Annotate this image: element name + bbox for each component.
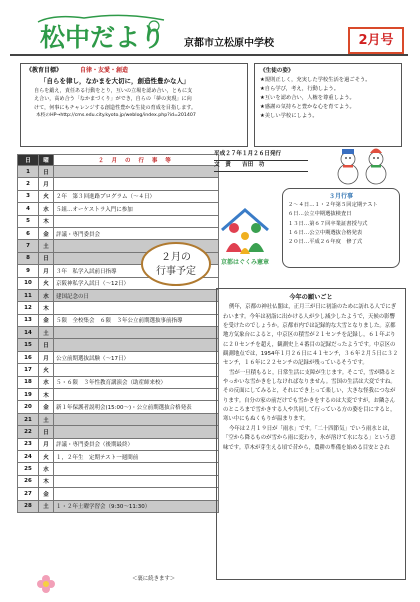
weekday-cell: 日: [39, 339, 54, 351]
event-cell: [54, 488, 219, 500]
weekday-cell: 木: [39, 215, 54, 227]
weekday-cell: 金: [39, 227, 54, 239]
masthead-title: 松中だより: [40, 23, 166, 52]
day-cell: 8: [18, 252, 39, 264]
school-name: 京都市立松原中学校: [184, 38, 274, 49]
event-cell: [54, 302, 219, 314]
day-cell: 19: [18, 389, 39, 401]
event-cell: [54, 215, 219, 227]
goals-line: 自らを鍛え，責任ある行動をとり，互いの立場を認め合い，ともに支: [34, 87, 193, 94]
schedule-row: [18, 178, 219, 190]
weekday-cell: 水: [39, 376, 54, 388]
article-paragraph: 雪が一旦積もると，日常生活に支障が生じます。そこで，雪が降るとやっかいな雪かきをしなければなりません。雪国の生活は大変ですね。その反面にしてみると，それにでき上って楽しい，大きな怪我につながります。自分の家の前だけでも雪かきをするのは大変ですが，お隣さんのところまで雪かきする人や共同して行っている方の姿を目にすると，寒い中にもぬくもりが温まります。: [223, 369, 396, 423]
day-cell: 2: [18, 178, 39, 190]
schedule-row: [18, 166, 219, 178]
march-item: ２０日…平成２６年度 修了式: [288, 239, 363, 246]
event-cell: ５組…オーケストラ入門に参加: [54, 203, 219, 215]
day-cell: 9: [18, 265, 39, 277]
weekday-cell: 月: [39, 438, 54, 450]
masthead-logo: [34, 12, 168, 54]
day-cell: 15: [18, 339, 39, 351]
day-cell: 1: [18, 166, 39, 178]
event-cell: [54, 178, 219, 190]
day-cell: 10: [18, 277, 39, 289]
day-cell: 28: [18, 500, 39, 512]
weekday-cell: 金: [39, 488, 54, 500]
day-cell: 24: [18, 450, 39, 462]
schedule-row: [18, 438, 219, 450]
goals-title: 《教育目標》: [26, 67, 63, 74]
event-cell: [54, 475, 219, 487]
schedule-header-row: [18, 155, 219, 166]
article-paragraph: 今年は２月１９日が「雨水」です。「二十四節気」でいう雨水とは，「空から降るものが雪から雨に変わり，氷が溶けて水になる」という意味です。草木が芽生える頃で昔から，農耕の準備を始める目安とされ: [223, 425, 396, 451]
march-item: １６日…公立中期選抜合格発表: [288, 229, 363, 236]
march-events-box: [282, 188, 400, 268]
student-item: ★互いを認め合い，人権を尊重しよう。: [260, 95, 355, 102]
goals-subtitle: 自律・友愛・創造: [80, 67, 129, 74]
weekday-cell: 月: [39, 178, 54, 190]
event-cell: 京阪神私学入試日（～12日）: [54, 277, 219, 289]
schedule-row: [18, 475, 219, 487]
weekday-cell: 土: [39, 500, 54, 512]
march-item: １３日…第６７回卒業証書授与式: [288, 220, 368, 227]
weekday-cell: 土: [39, 413, 54, 425]
goals-motto: 「自らを律し，なかまを大切に，創造性豊かな人」: [40, 77, 190, 86]
article-title: 今年の願いごと: [289, 294, 333, 301]
weekday-cell: 月: [39, 351, 54, 363]
event-cell: 建国記念の日: [54, 289, 219, 301]
day-cell: 4: [18, 203, 39, 215]
schedule-row: [18, 227, 219, 239]
weekday-cell: 金: [39, 314, 54, 326]
education-goals-box: [20, 63, 248, 147]
day-cell: 12: [18, 302, 39, 314]
schedule-row: [18, 203, 219, 215]
schedule-row: [18, 190, 219, 202]
article-box: [216, 288, 406, 580]
weekday-cell: 火: [39, 364, 54, 376]
article-paragraph: 例年，京都の神社仏閣は，正月三が日に初詣のために訪れる人でにぎわいます。今年は初詣に出かける人が少し減少したようで，天候の影響を受けたのでしょうか。京都市内では記録的な大雪となりました。京都地方気象台によると，中京区の積雪が２１センチを記録し，６１年ぶりに２０センチを超え，観測史上４番目の記録だったようです。中京区の観測地点では，1954年１月２６日に４１センチ，３６年２月５日に３２センチ，１６年に２２センチの記録が残っているそうです。: [223, 304, 399, 367]
event-cell: [54, 339, 219, 351]
day-cell: 3: [18, 190, 39, 202]
weekday-cell: 木: [39, 475, 54, 487]
event-cell: ５・６限 ３年性教育講演会（助産師来校）: [54, 376, 219, 388]
badge-line-2: 行事予定: [156, 266, 196, 277]
student-item: ★美しい学校にしよう。: [260, 113, 318, 120]
weekday-column-header: 曜: [39, 155, 54, 166]
charter-logo-text: 京都はぐくみ憲章: [220, 259, 270, 266]
student-item: ★自ら学び，考え，行動しよう。: [260, 86, 340, 93]
weekday-cell: 木: [39, 302, 54, 314]
day-cell: 14: [18, 327, 39, 339]
day-column-header: 日: [18, 155, 39, 166]
weekday-cell: 日: [39, 426, 54, 438]
event-cell: ５限 全校集会 ６限 ３年公立前期選抜事前指導: [54, 314, 219, 326]
march-title: ３月行事: [328, 193, 353, 200]
event-cell: ２年 第３回進路プログラム（～４日）: [54, 190, 219, 202]
schedule-row: [18, 450, 219, 462]
event-cell: [54, 426, 219, 438]
event-cell: ３年 私学入試前日指導: [54, 265, 219, 277]
event-cell: [54, 166, 219, 178]
schedule-row: [18, 302, 219, 314]
schedule-row: [18, 215, 219, 227]
event-cell: [54, 364, 219, 376]
weekday-cell: 水: [39, 463, 54, 475]
issue-badge: 2月号: [348, 27, 404, 54]
day-cell: 20: [18, 401, 39, 413]
weekday-cell: 土: [39, 327, 54, 339]
weekday-cell: 水: [39, 289, 54, 301]
schedule-row: [18, 364, 219, 376]
day-cell: 25: [18, 463, 39, 475]
publish-date: 平成２７年１月２６日発行: [214, 151, 282, 157]
weekday-cell: 火: [39, 277, 54, 289]
weekday-cell: 日: [39, 166, 54, 178]
event-cell: [54, 327, 219, 339]
student-item: ★規則正しく，充実した学校生活を過ごそう。: [260, 77, 371, 84]
event-cell: １・２年土曜学習会（9:30～11:30）: [54, 500, 219, 512]
weekday-cell: 日: [39, 252, 54, 264]
event-cell: [54, 389, 219, 401]
schedule-row: [18, 463, 219, 475]
day-cell: 23: [18, 438, 39, 450]
event-cell: 新１年保護者説明会(15:00～)・公立前期選抜合格発表: [54, 401, 219, 413]
weekday-cell: 月: [39, 265, 54, 277]
weekday-cell: 水: [39, 203, 54, 215]
kyoto-charter-logo: [214, 204, 276, 268]
schedule-row: [18, 413, 219, 425]
student-item: ★感謝の気持ちと豊かな心を育てよう。: [260, 104, 355, 111]
student-title: 《生徒の姿》: [260, 68, 294, 74]
day-cell: 16: [18, 351, 39, 363]
publish-editor: 文 責 吉田 功: [214, 162, 265, 168]
schedule-row: [18, 314, 219, 326]
schedule-row: [18, 327, 219, 339]
schedule-title: ２ 月 の 行 事 等: [54, 155, 219, 166]
publish-info: [214, 150, 310, 172]
day-cell: 22: [18, 426, 39, 438]
school-homepage-link[interactable]: 本校のHP→http://cms.edu.city.kyoto.jp/weblog/index.php?id=201407: [36, 113, 196, 119]
schedule-row: [18, 500, 219, 512]
schedule-row: [18, 289, 219, 301]
schedule-row: [18, 351, 219, 363]
event-cell: 公立前期選抜試験（～17日）: [54, 351, 219, 363]
day-cell: 17: [18, 364, 39, 376]
february-events-badge: [140, 240, 212, 288]
schedule-row: [18, 488, 219, 500]
march-item: ２～４日…１・２年第５回定期テスト: [288, 202, 378, 209]
day-cell: 18: [18, 376, 39, 388]
student-ideals-box: [254, 63, 402, 147]
event-cell: 評議・専門委員会: [54, 227, 219, 239]
event-cell: [54, 413, 219, 425]
schedule-row: [18, 339, 219, 351]
february-schedule-table: [17, 154, 219, 513]
goals-line: え合い，高め合う「なかまづくり」ができ，自らの「夢の実現」に向: [34, 96, 192, 103]
snowman-illustration: [330, 144, 396, 186]
day-cell: 6: [18, 227, 39, 239]
day-cell: 26: [18, 475, 39, 487]
weekday-cell: 火: [39, 450, 54, 462]
schedule-row: [18, 426, 219, 438]
march-item: ６日…公立中期選抜検査日: [288, 211, 352, 218]
weekday-cell: 金: [39, 401, 54, 413]
event-cell: [54, 463, 219, 475]
weekday-cell: 火: [39, 190, 54, 202]
schedule-row: [18, 376, 219, 388]
badge-line-1: ２月の: [161, 252, 191, 263]
goals-line: けて，何事にもチャレンジする創造性豊かな生徒の育成を目指します。: [34, 104, 197, 111]
day-cell: 13: [18, 314, 39, 326]
event-cell: 評議・専門委員会（後期最終）: [54, 438, 219, 450]
day-cell: 27: [18, 488, 39, 500]
day-cell: 5: [18, 215, 39, 227]
day-cell: 7: [18, 240, 39, 252]
weekday-cell: 木: [39, 389, 54, 401]
day-cell: 21: [18, 413, 39, 425]
flower-illustration: [34, 572, 58, 596]
header-rule: [10, 54, 408, 56]
weekday-cell: 土: [39, 240, 54, 252]
schedule-row: [18, 389, 219, 401]
continued-note: ＜裏に続きます＞: [132, 576, 176, 582]
schedule-row: [18, 401, 219, 413]
event-cell: １，２年生 定期テスト一週間前: [54, 450, 219, 462]
day-cell: 11: [18, 289, 39, 301]
